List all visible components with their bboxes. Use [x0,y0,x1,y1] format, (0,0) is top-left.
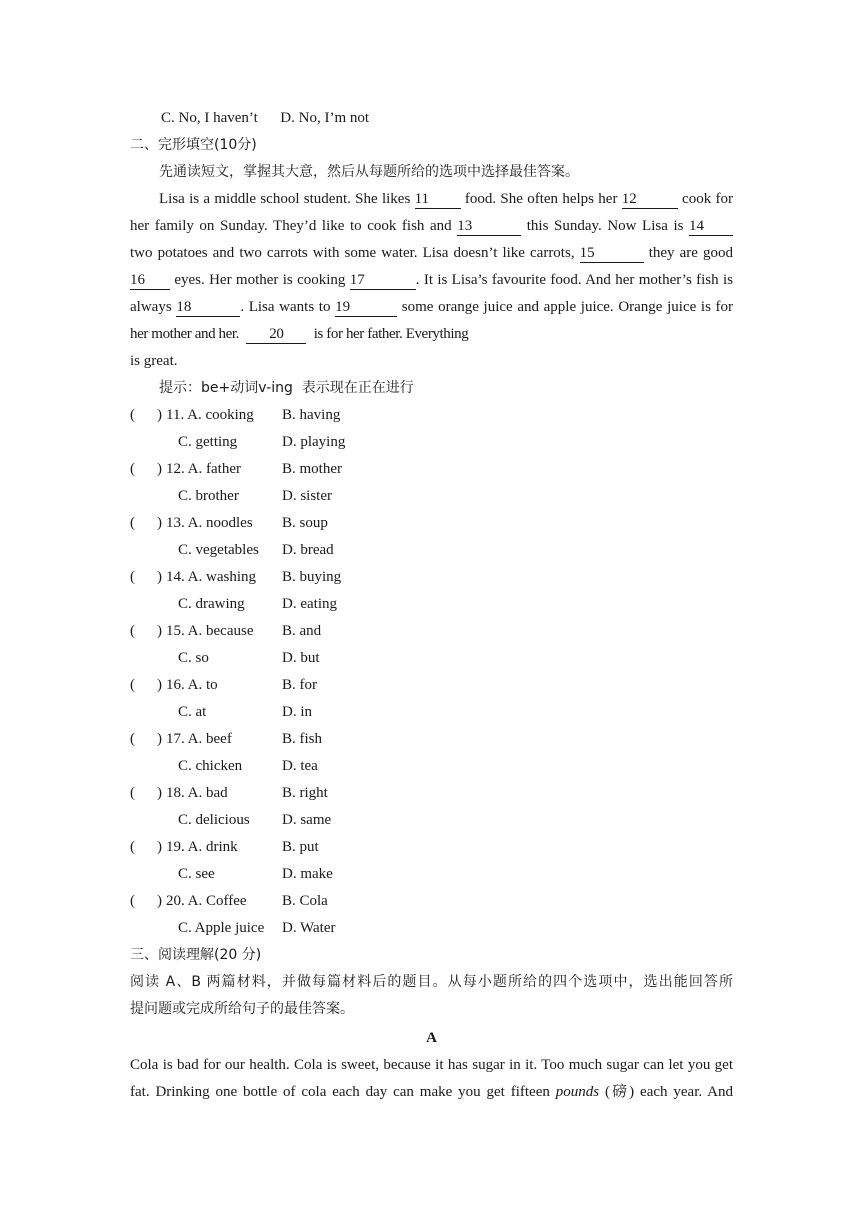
blank-14: 14 [689,218,733,236]
option-c: C. Apple juice [178,920,265,936]
option-b: B. buying [282,569,342,585]
answer-bracket[interactable]: ( [130,785,135,801]
section-2-instruction: 先通读短文，掌握其大意，然后从每题所给的选项中选择最佳答案。 [159,164,579,180]
section-3-instruction-line-2: 提问题或完成所给句子的最佳答案。 [130,1001,354,1017]
reading-text-line-2: fat. Drinking one bottle of cola each day can make you get fifteen pounds (磅) each year. And [130,1084,734,1100]
blank-17: 17 [350,272,416,290]
question-number-close: ) [157,515,162,531]
question-number-close: ) [157,623,162,639]
previous-options: C. No, I haven’t D. No, I’m not [161,110,370,126]
question-number-close: ) [157,407,162,423]
passage-line-3: two potatoes and two carrots with some water. Lisa doesn’t like carrots, 15 they are good [130,245,734,261]
option-b: B. mother [282,461,342,477]
option-b: B. soup [282,515,328,531]
section-2-heading: 二、完形填空(10分) [130,137,257,153]
option-b: B. Cola [282,893,328,909]
blank-16: 16 [130,272,170,290]
option-a: 13. A. noodles [166,515,253,531]
answer-bracket[interactable]: ( [130,569,135,585]
option-b: B. for [282,677,317,693]
option-d: D. in [282,704,312,720]
option-b: B. fish [282,731,323,747]
answer-bracket[interactable]: ( [130,407,135,423]
option-d: D. playing [282,434,346,450]
passage-line-5: always 18 . Lisa wants to 19 some orange juice and apple juice. Orange juice is for [130,299,734,315]
option-c: C. so [178,650,209,666]
passage-label-a: A [426,1030,437,1046]
option-c: C. drawing [178,596,245,612]
option-c: C. brother [178,488,239,504]
option-b: B. right [282,785,328,801]
question-number-close: ) [157,839,162,855]
option-b: B. put [282,839,319,855]
answer-bracket[interactable]: ( [130,515,135,531]
grammar-hint: 提示：be+动词v-ing 表示现在正在进行 [159,380,414,396]
blank-18: 18 [176,299,240,317]
blank-15: 15 [580,245,644,263]
option-d: D. tea [282,758,318,774]
blank-12: 12 [622,191,678,209]
option-d: D. Water [282,920,336,936]
question-number-close: ) [157,731,162,747]
question-number-close: ) [157,461,162,477]
answer-bracket[interactable]: ( [130,623,135,639]
blank-13: 13 [457,218,521,236]
option-a: 15. A. because [166,623,254,639]
option-d: D. eating [282,596,337,612]
answer-bracket[interactable]: ( [130,893,135,909]
option-d: D. make [282,866,333,882]
option-a: 18. A. bad [166,785,228,801]
option-b: B. and [282,623,322,639]
option-c: C. chicken [178,758,243,774]
passage-line-2: her family on Sunday. They’d like to cook fish and 13 this Sunday. Now Lisa is 14 [130,216,733,236]
blank-19: 19 [335,299,397,317]
option-d: D. sister [282,488,332,504]
answer-bracket[interactable]: ( [130,839,135,855]
option-d: D. same [282,812,332,828]
passage-line-4: 16 eyes. Her mother is cooking 17 . It is Lisa’s favourite food. And her mother’s fish is [130,272,733,288]
answer-bracket[interactable]: ( [130,731,135,747]
option-c: C. at [178,704,207,720]
option-c: C. delicious [178,812,250,828]
section-3-heading: 三、阅读理解(20 分) [130,947,262,963]
option-b: B. having [282,407,341,423]
answer-bracket[interactable]: ( [130,677,135,693]
question-number-close: ) [157,785,162,801]
question-number-close: ) [157,893,162,909]
blank-20: 20 [246,326,306,344]
passage-line-6: her mother and her. 20 is for her father. Everything [130,326,469,342]
passage-line-7: is great. [130,353,178,369]
option-a: 16. A. to [166,677,218,693]
question-number-close: ) [157,677,162,693]
question-number-close: ) [157,569,162,585]
answer-bracket[interactable]: ( [130,461,135,477]
section-3-instruction-line-1: 阅读 A、B 两篇材料，并做每篇材料后的题目。从每小题所给的四个选项中，选出能回答所 [130,974,733,990]
option-c: C. vegetables [178,542,259,558]
reading-text-line-1: Cola is bad for our health. Cola is sweet, because it has sugar in it. Too much sugar can let you get [130,1057,733,1073]
option-c: C. see [178,866,215,882]
option-d: D. but [282,650,320,666]
option-c: C. getting [178,434,238,450]
option-a: 11. A. cooking [166,407,254,423]
option-a: 20. A. Coffee [166,893,247,909]
option-a: 12. A. father [166,461,241,477]
passage-line-1: Lisa is a middle school student. She likes 11 food. She often helps her 12 cook for [159,191,733,207]
option-a: 19. A. drink [166,839,238,855]
option-a: 17. A. beef [166,731,232,747]
option-a: 14. A. washing [166,569,256,585]
option-d: D. bread [282,542,334,558]
blank-11: 11 [415,191,461,209]
